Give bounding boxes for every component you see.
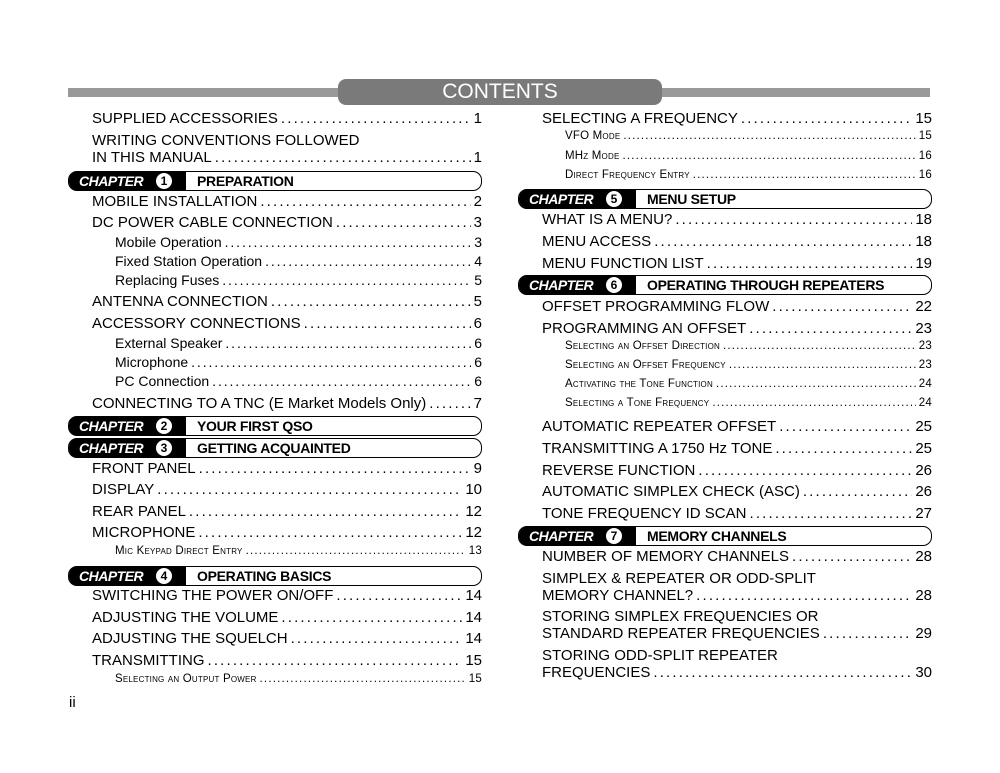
toc-entry[interactable] — [68, 253, 482, 269]
dot-leader — [712, 397, 915, 409]
toc-entry[interactable] — [518, 298, 932, 315]
dot-leader — [225, 234, 472, 250]
toc-entry-page: 5 — [474, 272, 482, 288]
toc-entry-title: DC POWER CABLE CONNECTION — [92, 214, 333, 231]
dot-leader — [779, 418, 912, 435]
chapter-tag — [69, 438, 186, 458]
toc-entry[interactable] — [68, 481, 482, 498]
toc-entry-page: 1 — [473, 149, 482, 166]
toc-entry-page: 30 — [915, 664, 932, 681]
title-rule-left — [68, 88, 340, 97]
toc-entry-title: IN THIS MANUAL — [92, 149, 212, 166]
toc-entry-page: 26 — [915, 483, 932, 500]
chapter-number-badge: 5 — [606, 191, 622, 207]
toc-entry-page: 26 — [915, 462, 932, 479]
toc-entry-title: SWITCHING THE POWER ON/OFF — [92, 587, 334, 604]
toc-entry-title: NUMBER OF MEMORY CHANNELS — [542, 548, 789, 565]
chapter-header[interactable] — [518, 526, 932, 546]
toc-entry[interactable] — [68, 503, 482, 520]
dot-leader — [271, 293, 471, 310]
dot-leader — [291, 630, 463, 647]
toc-entry[interactable] — [518, 647, 932, 664]
dot-leader — [693, 169, 916, 181]
dot-leader — [215, 149, 471, 166]
toc-entry-title: Microphone — [115, 354, 189, 370]
toc-entry-page: 28 — [915, 548, 932, 565]
chapter-tag — [519, 275, 636, 295]
toc-entry-page: 28 — [915, 587, 932, 604]
dot-leader — [696, 587, 912, 604]
toc-entry-title: REAR PANEL — [92, 503, 186, 520]
toc-entry-page: 2 — [473, 193, 482, 210]
toc-entry-page: 19 — [915, 255, 932, 272]
dot-leader — [653, 664, 912, 681]
toc-entry[interactable] — [68, 214, 482, 231]
toc-entry[interactable] — [518, 255, 932, 272]
toc-entry[interactable] — [518, 418, 932, 435]
toc-entry-page: 7 — [473, 395, 482, 412]
toc-entry[interactable] — [518, 440, 932, 457]
dot-leader — [707, 255, 913, 272]
dot-leader — [304, 315, 471, 332]
chapter-label: CHAPTER — [79, 173, 144, 189]
toc-entry[interactable] — [68, 110, 482, 127]
toc-entry-page: 1 — [473, 110, 482, 127]
toc-entry[interactable] — [68, 293, 482, 310]
toc-entry-title: OFFSET PROGRAMMING FLOW — [542, 298, 770, 315]
dot-leader — [336, 587, 462, 604]
toc-entry-page: 4 — [474, 253, 482, 269]
dot-leader — [336, 214, 471, 231]
toc-entry-title: ANTENNA CONNECTION — [92, 293, 268, 310]
toc-entry-page: 12 — [465, 503, 482, 520]
toc-entry[interactable] — [518, 397, 932, 409]
page-title: CONTENTS — [338, 79, 662, 105]
toc-entry-page: 3 — [473, 214, 482, 231]
toc-entry-title: STORING ODD-SPLIT REPEATER — [542, 647, 778, 664]
toc-entry-page: 3 — [474, 234, 482, 250]
dot-leader — [698, 462, 912, 479]
toc-entry[interactable] — [518, 150, 932, 162]
toc-entry-title: TRANSMITTING — [92, 652, 205, 669]
toc-entry-title: Activating the Tone Function — [565, 378, 713, 390]
toc-entry-title: PROGRAMMING AN OFFSET — [542, 320, 747, 337]
toc-entry-page: 6 — [473, 315, 482, 332]
toc-entry-page: 25 — [915, 418, 932, 435]
chapter-header[interactable] — [518, 275, 932, 295]
toc-entry-title: FREQUENCIES — [542, 664, 651, 681]
chapter-header[interactable] — [68, 171, 482, 191]
toc-entry-page: 5 — [473, 293, 482, 310]
toc-entry-page: 15 — [915, 110, 932, 127]
toc-entry[interactable] — [68, 132, 482, 149]
toc-entry[interactable] — [68, 609, 482, 626]
toc-entry-page: 14 — [465, 630, 482, 647]
dot-leader — [741, 110, 912, 127]
toc-entry-page: 23 — [918, 340, 932, 352]
toc-entry[interactable] — [518, 340, 932, 352]
page-number: ii — [69, 694, 76, 711]
chapter-label: CHAPTER — [79, 568, 144, 584]
toc-entry-title: MENU FUNCTION LIST — [542, 255, 704, 272]
chapter-tag — [69, 416, 186, 436]
chapter-title: PREPARATION — [197, 173, 294, 189]
toc-entry-title: ADJUSTING THE VOLUME — [92, 609, 279, 626]
chapter-number-badge: 4 — [156, 568, 172, 584]
toc-entry-page: 24 — [918, 397, 932, 409]
toc-entry[interactable] — [68, 587, 482, 604]
toc-entry-title: WHAT IS A MENU? — [542, 211, 673, 228]
toc-entry-title: DISPLAY — [92, 481, 155, 498]
toc-entry-title: ACCESSORY CONNECTIONS — [92, 315, 301, 332]
toc-entry-title: FRONT PANEL — [92, 460, 196, 477]
toc-entry-title: MEMORY CHANNEL? — [542, 587, 694, 604]
toc-entry[interactable] — [518, 359, 932, 371]
chapter-title: YOUR FIRST QSO — [197, 418, 313, 434]
dot-leader — [729, 359, 916, 371]
toc-entry[interactable] — [518, 505, 932, 522]
dot-leader — [199, 460, 471, 477]
toc-entry-page: 18 — [915, 211, 932, 228]
chapter-title: GETTING ACQUAINTED — [197, 440, 351, 456]
chapter-label: CHAPTER — [79, 440, 144, 456]
toc-entry[interactable] — [518, 570, 932, 587]
chapter-number-badge: 1 — [156, 173, 172, 189]
chapter-label: CHAPTER — [529, 191, 594, 207]
toc-entry-title: AUTOMATIC REPEATER OFFSET — [542, 418, 777, 435]
dot-leader — [260, 193, 470, 210]
dot-leader — [191, 354, 471, 370]
toc-entry-title: Selecting an Offset Direction — [565, 340, 720, 352]
toc-entry-page: 29 — [915, 625, 932, 642]
chapter-tag — [69, 566, 186, 586]
chapter-header[interactable] — [68, 416, 482, 436]
toc-entry[interactable] — [68, 460, 482, 477]
toc-entry[interactable] — [68, 373, 482, 389]
dot-leader — [265, 253, 471, 269]
toc-entry-title: SIMPLEX & REPEATER OR ODD-SPLIT — [542, 570, 816, 587]
toc-entry-page: 10 — [465, 481, 482, 498]
toc-entry[interactable] — [68, 545, 482, 557]
dot-leader — [198, 524, 462, 541]
toc-entry-page: 15 — [468, 673, 482, 685]
toc-entry-page: 16 — [918, 169, 932, 181]
chapter-tag — [519, 526, 636, 546]
toc-entry[interactable] — [518, 548, 932, 565]
toc-entry-title: External Speaker — [115, 335, 223, 351]
dot-leader — [189, 503, 462, 520]
toc-entry-title: REVERSE FUNCTION — [542, 462, 696, 479]
dot-leader — [622, 150, 915, 162]
toc-entry-title: STORING SIMPLEX FREQUENCIES OR — [542, 608, 819, 625]
chapter-number-badge: 7 — [606, 528, 622, 544]
toc-entry-title: Selecting an Offset Frequency — [565, 359, 726, 371]
dot-leader — [281, 609, 462, 626]
dot-leader — [823, 625, 912, 642]
dot-leader — [157, 481, 462, 498]
toc-entry-title: VFO Mode — [565, 130, 621, 142]
dot-leader — [772, 298, 912, 315]
toc-entry-title: MICROPHONE — [92, 524, 196, 541]
toc-entry[interactable] — [518, 625, 932, 642]
toc-entry-title: STANDARD REPEATER FREQUENCIES — [542, 625, 820, 642]
toc-entry-page: 12 — [465, 524, 482, 541]
dot-leader — [246, 545, 466, 557]
dot-leader — [723, 340, 916, 352]
toc-entry-page: 6 — [474, 335, 482, 351]
toc-entry-page: 25 — [915, 440, 932, 457]
dot-leader — [803, 483, 913, 500]
toc-entry-page: 24 — [918, 378, 932, 390]
toc-entry-title: AUTOMATIC SIMPLEX CHECK (ASC) — [542, 483, 800, 500]
chapter-number-badge: 2 — [156, 418, 172, 434]
toc-entry-page: 16 — [918, 150, 932, 162]
dot-leader — [260, 673, 466, 685]
toc-entry-title: SUPPLIED ACCESSORIES — [92, 110, 278, 127]
toc-entry-page: 15 — [465, 652, 482, 669]
toc-entry[interactable] — [518, 233, 932, 250]
toc-entry-title: Selecting a Tone Frequency — [565, 397, 710, 409]
toc-entry-title: PC Connection — [115, 373, 210, 389]
dot-leader — [208, 652, 463, 669]
toc-entry-page: 15 — [918, 130, 932, 142]
toc-entry[interactable] — [518, 211, 932, 228]
toc-entry[interactable] — [68, 673, 482, 685]
toc-entry-page: 23 — [918, 359, 932, 371]
toc-entry[interactable] — [68, 315, 482, 332]
toc-entry[interactable] — [518, 483, 932, 500]
chapter-label: CHAPTER — [529, 528, 594, 544]
dot-leader — [716, 378, 916, 390]
toc-entry-page: 14 — [465, 587, 482, 604]
toc-entry-title: MOBILE INSTALLATION — [92, 193, 258, 210]
toc-entry[interactable] — [518, 169, 932, 181]
dot-leader — [225, 335, 471, 351]
chapter-header[interactable] — [68, 438, 482, 458]
toc-entry-page: 9 — [473, 460, 482, 477]
dot-leader — [429, 395, 470, 412]
toc-entry-title: SELECTING A FREQUENCY — [542, 110, 738, 127]
toc-entry[interactable] — [518, 664, 932, 681]
chapter-title: OPERATING THROUGH REPEATERS — [647, 277, 885, 293]
dot-leader — [675, 211, 912, 228]
toc-entry-page: 13 — [468, 545, 482, 557]
toc-entry-title: Selecting an Output Power — [115, 673, 257, 685]
toc-entry[interactable] — [68, 524, 482, 541]
dot-leader — [212, 373, 471, 389]
chapter-title: MENU SETUP — [647, 191, 736, 207]
toc-entry-title: Mobile Operation — [115, 234, 222, 250]
toc-entry-title: MHz Mode — [565, 150, 620, 162]
title-rule-right — [662, 88, 930, 97]
dot-leader — [792, 548, 912, 565]
dot-leader — [222, 272, 471, 288]
dot-leader — [623, 130, 915, 142]
toc-entry[interactable] — [68, 652, 482, 669]
dot-leader — [775, 440, 912, 457]
toc-entry-page: 18 — [915, 233, 932, 250]
chapter-header[interactable] — [68, 566, 482, 586]
toc-entry[interactable] — [518, 130, 932, 142]
toc-entry[interactable] — [68, 630, 482, 647]
toc-entry[interactable] — [68, 193, 482, 210]
toc-entry-title: ADJUSTING THE SQUELCH — [92, 630, 288, 647]
toc-entry-page: 14 — [465, 609, 482, 626]
toc-entry-title: TONE FREQUENCY ID SCAN — [542, 505, 747, 522]
dot-leader — [654, 233, 912, 250]
toc-entry[interactable] — [68, 272, 482, 288]
toc-entry-title: Direct Frequency Entry — [565, 169, 690, 181]
chapter-label: CHAPTER — [529, 277, 594, 293]
toc-entry[interactable] — [68, 354, 482, 370]
toc-entry[interactable] — [518, 608, 932, 625]
chapter-title: OPERATING BASICS — [197, 568, 332, 584]
toc-entry[interactable] — [518, 462, 932, 479]
chapter-number-badge: 6 — [606, 277, 622, 293]
toc-entry-title: TRANSMITTING A 1750 Hz TONE — [542, 440, 773, 457]
toc-entry-title: WRITING CONVENTIONS FOLLOWED — [92, 132, 360, 149]
toc-entry[interactable] — [68, 234, 482, 250]
toc-entry-title: MENU ACCESS — [542, 233, 652, 250]
toc-entry-title: Replacing Fuses — [115, 272, 220, 288]
chapter-tag — [69, 171, 186, 191]
toc-entry-page: 22 — [915, 298, 932, 315]
toc-entry-page: 27 — [915, 505, 932, 522]
toc-entry[interactable] — [518, 110, 932, 127]
toc-entry-page: 6 — [474, 373, 482, 389]
chapter-tag — [519, 189, 636, 209]
toc-entry[interactable] — [518, 320, 932, 337]
dot-leader — [749, 505, 912, 522]
toc-entry[interactable] — [518, 587, 932, 604]
toc-entry[interactable] — [518, 378, 932, 390]
toc-entry-title: Fixed Station Operation — [115, 253, 263, 269]
toc-entry[interactable] — [68, 335, 482, 351]
toc-entry-title: Mic Keypad Direct Entry — [115, 545, 243, 557]
toc-entry[interactable] — [68, 149, 482, 166]
toc-entry-page: 23 — [915, 320, 932, 337]
chapter-title: MEMORY CHANNELS — [647, 528, 787, 544]
chapter-label: CHAPTER — [79, 418, 144, 434]
toc-entry-title: CONNECTING TO A TNC (E Market Models Only) — [92, 395, 427, 412]
chapter-header[interactable] — [518, 189, 932, 209]
dot-leader — [281, 110, 471, 127]
toc-entry-page: 6 — [474, 354, 482, 370]
chapter-number-badge: 3 — [156, 440, 172, 456]
toc-entry[interactable] — [68, 395, 482, 412]
dot-leader — [749, 320, 912, 337]
